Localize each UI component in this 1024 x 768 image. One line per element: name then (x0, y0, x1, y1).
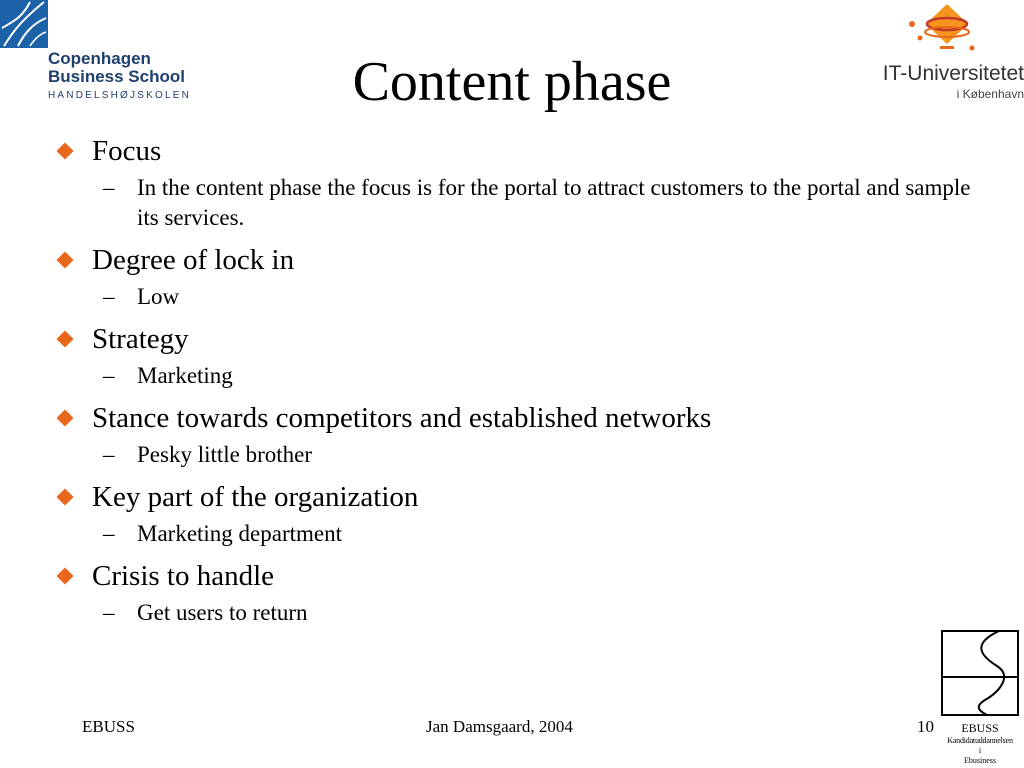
bullet-label: Stance towards competitors and established networks (92, 402, 712, 434)
ebuss-stamp-icon (941, 630, 1019, 716)
bullet-list (0, 132, 1024, 636)
dash-bullet-icon: – (103, 442, 115, 467)
diamond-bullet-icon (57, 410, 74, 427)
itu-logo-name: IT-Universitetet (882, 62, 1024, 85)
sub-bullet-text: Marketing department (137, 521, 343, 546)
stamp-line4: Ebusiness (964, 756, 996, 765)
dash-bullet-icon: – (103, 284, 115, 309)
sub-bullet-text: Low (137, 284, 180, 309)
bullet-item (0, 320, 1024, 391)
sub-bullet-text: Pesky little brother (137, 442, 313, 467)
cbs-logo-line1: Copenhagen (48, 49, 151, 68)
bullet-item (0, 399, 1024, 470)
sub-bullet-text: Get users to return (137, 600, 308, 625)
bullet-label: Crisis to handle (92, 560, 275, 592)
stamp-title: EBUSS (961, 721, 999, 735)
sub-bullet-text: In the content phase the focus is for the portal to attract customers to the portal and sample its services. (137, 175, 971, 230)
cbs-logo-line3: HANDELSHØJSKOLEN (48, 90, 192, 101)
dash-bullet-icon: – (103, 521, 115, 546)
bullet-item (0, 557, 1024, 628)
dash-bullet-icon: – (103, 600, 115, 625)
bullet-label: Focus (92, 135, 162, 167)
slide-title: Content phase (352, 51, 672, 113)
bullet-label: Degree of lock in (92, 244, 295, 276)
page-number: 10 (917, 717, 934, 736)
itu-logo-subtitle: i København (956, 87, 1024, 101)
diamond-bullet-icon (57, 331, 74, 348)
stamp-line3: i (978, 746, 982, 755)
diamond-bullet-icon (57, 489, 74, 506)
dash-bullet-icon: – (103, 175, 115, 200)
cbs-emblem-icon (0, 0, 48, 48)
diamond-bullet-icon (57, 252, 74, 269)
footer-author-date: Jan Damsgaard, 2004 (426, 717, 573, 736)
footer-course-label: EBUSS (82, 717, 135, 736)
bullet-label: Strategy (92, 323, 189, 355)
diamond-bullet-icon (57, 143, 74, 160)
diamond-bullet-icon (57, 568, 74, 585)
sub-bullet-text: Marketing (137, 363, 233, 388)
stamp-line2: Kandidatuddannelsen (947, 736, 1013, 745)
bullet-item (0, 132, 1024, 233)
bullet-label: Key part of the organization (92, 481, 419, 513)
bullet-item (0, 478, 1024, 549)
bullet-item (0, 241, 1024, 312)
cbs-logo-line2: Business School (48, 67, 185, 86)
dash-bullet-icon: – (103, 363, 115, 388)
